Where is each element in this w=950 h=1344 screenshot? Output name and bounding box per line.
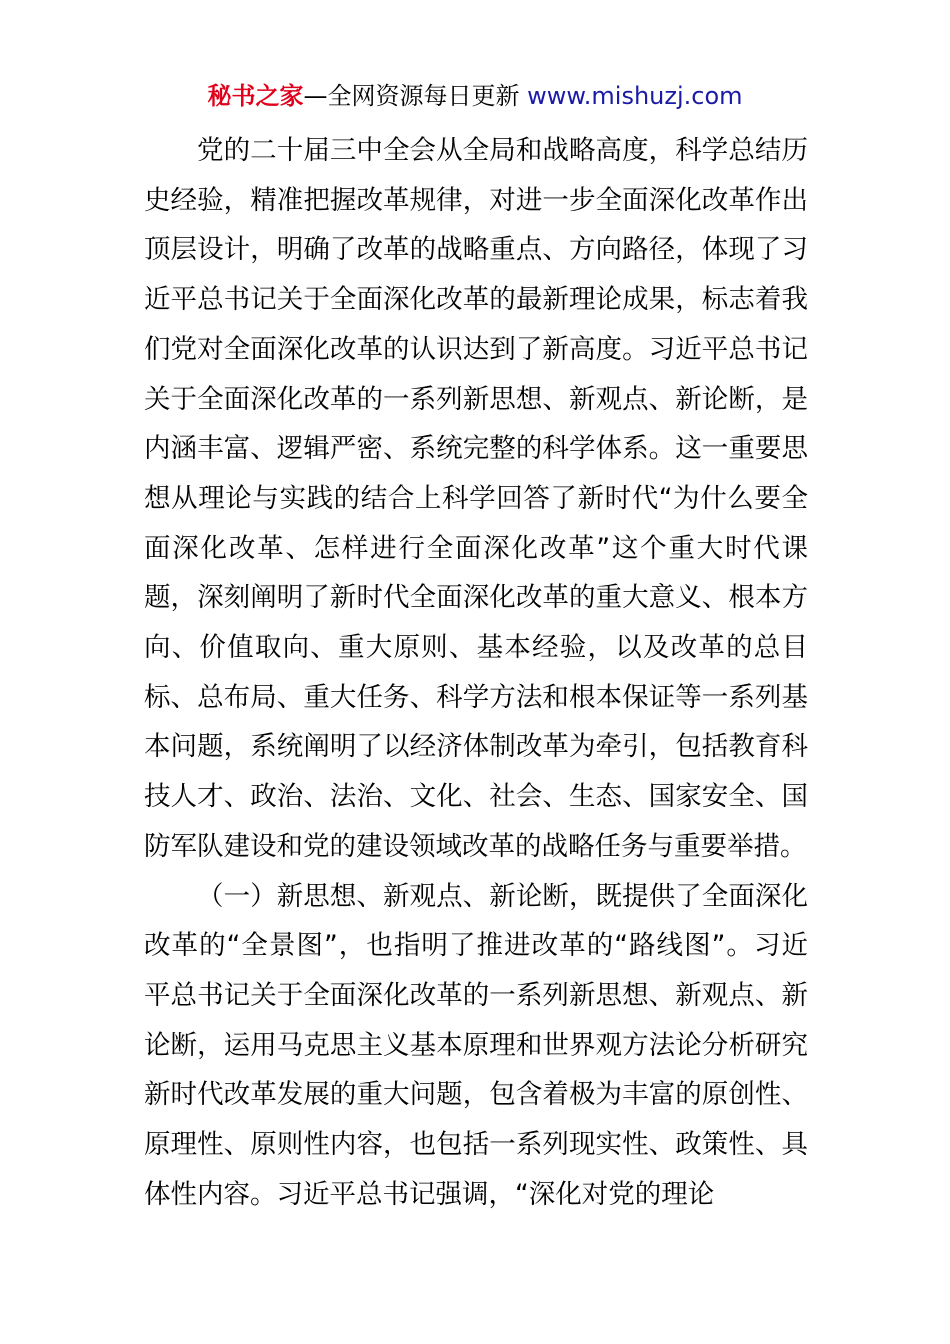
header-tagline: —全网资源每日更新 — [303, 82, 528, 110]
document-body — [144, 126, 808, 1219]
header-brand: 秘书之家 — [207, 82, 304, 110]
paragraph: 党的二十届三中全会从全局和战略高度，科学总结历史经验，精准把握改革规律，对进一步全面深化改革作出顶层设计，明确了改革的战略重点、方向路径，体现了习近平总书记关于全面深化改革的最新理论成果，标志着我们党对全面深化改革的认识达到了新高度。习近平总书记关于全面深化改革的一系列新思想、新观点、新论断，是内涵丰富、逻辑严密、系统完整的科学体系。这一重要思想从理论与实践的结合上科学回答了新时代“为什么要全面深化改革、怎样进行全面深化改革”这个重大时代课题，深刻阐明了新时代全面深化改革的重大意义、根本方向、价值取向、重大原则、基本经验，以及改革的总目标、总布局、重大任务、科学方法和根本保证等一系列基本问题，系统阐明了以经济体制改革为牵引，包括教育科技人才、政治、法治、文化、社会、生态、国家安全、国防军队建设和党的建设领域改革的战略任务与重要举措。 — [144, 135, 808, 862]
page-header — [0, 78, 950, 114]
paragraph: （一）新思想、新观点、新论断，既提供了全面深化改革的“全景图”，也指明了推进改革的“路线图”。习近平总书记关于全面深化改革的一系列新思想、新观点、新论断，运用马克思主义基本原理和世界观方法论分析研究新时代改革发展的重大问题，包含着极为丰富的原创性、原理性、原则性内容，也包括一系列现实性、政策性、具体性内容。习近平总书记强调，“深化对党的理论 — [144, 880, 808, 1210]
header-site-url[interactable]: www.mishuzj.com — [527, 82, 743, 110]
